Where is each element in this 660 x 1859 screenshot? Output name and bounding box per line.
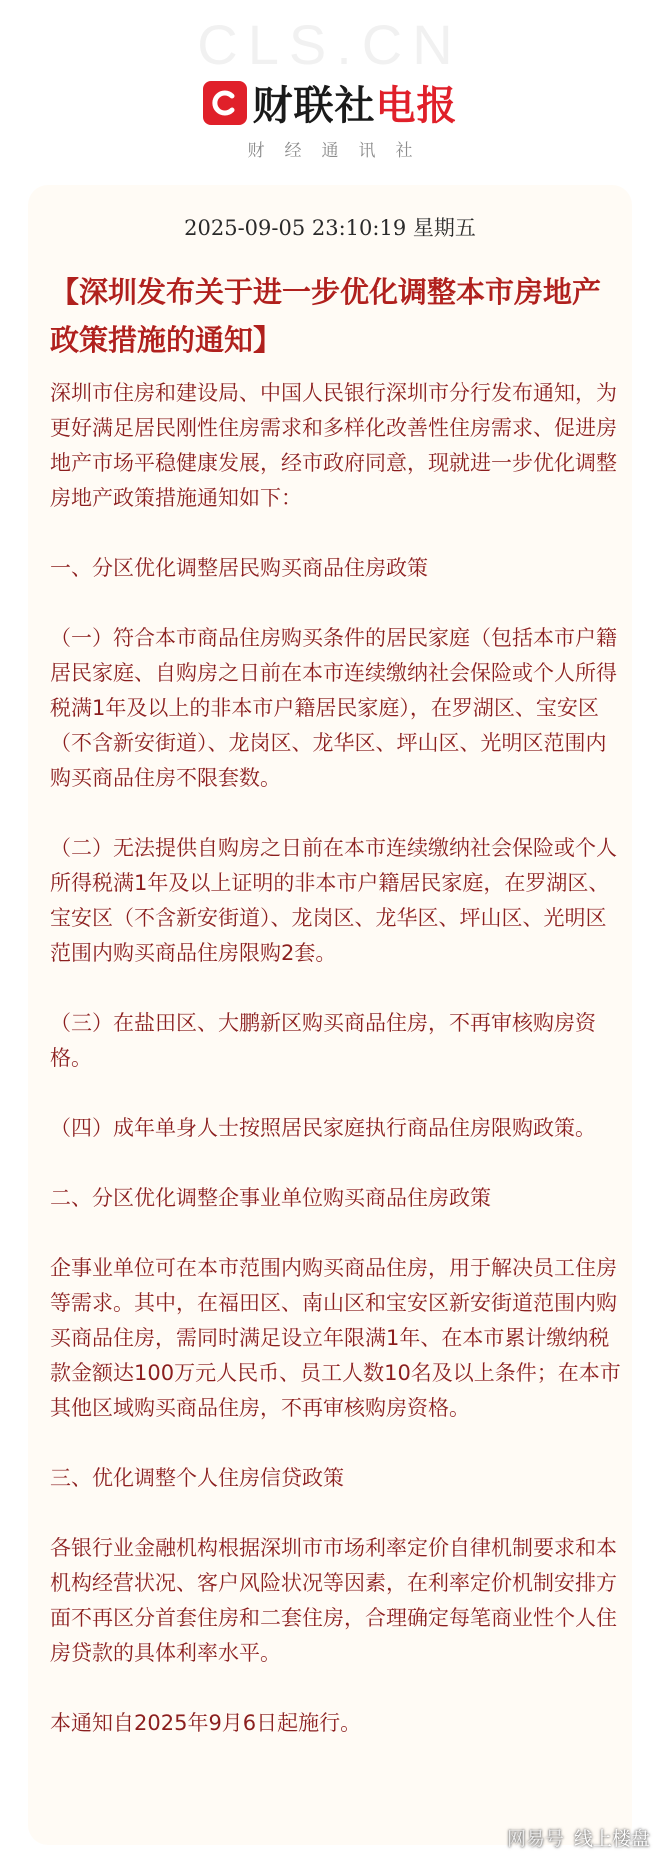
article-title: 【深圳发布关于进一步优化调整本市房地产政策措施的通知】 [50, 275, 602, 357]
paragraph-credit: 各银行业金融机构根据深圳市市场利率定价自律机制要求和本机构经营状况、客户风险状况等因素，在利率定价机制安排方面不再区分首套住房和二套住房，合理确定每笔商业性个人住房贷款的具体利率水平。 [50, 1536, 617, 1665]
brand-logo-icon [203, 81, 247, 125]
c-logo-icon [210, 88, 240, 118]
brand-tagline: 财经通讯社 [247, 141, 433, 161]
brand-suffix: 电报 [375, 83, 458, 129]
section-heading-2: 二、分区优化调整企事业单位购买商品住房政策 [50, 1186, 491, 1210]
brand-lockup [0, 74, 660, 131]
header-watermark: CLS.CN [197, 13, 463, 76]
article-body [50, 376, 622, 1741]
paragraph-item-4: （四）成年单身人士按照居民家庭执行商品住房限购政策。 [50, 1116, 596, 1140]
section-heading-3: 三、优化调整个人住房信贷政策 [50, 1466, 344, 1490]
paragraph-effective-date: 本通知自2025年9月6日起施行。 [50, 1711, 362, 1735]
footer-watermark [507, 1824, 650, 1851]
footer-channel: 线上楼盘 [573, 1828, 650, 1850]
paragraph-item-1: （一）符合本市商品住房购买条件的居民家庭（包括本市户籍居民家庭、自购房之日前在本市连续缴纳社会保险或个人所得税满1年及以上的非本市户籍居民家庭），在罗湖区、宝安区（不含新安街道）、龙岗区、龙华区、坪山区、光明区范围内购买商品住房不限套数。 [50, 626, 617, 790]
paragraph-intro: 深圳市住房和建设局、中国人民银行深圳市分行发布通知，为更好满足居民刚性住房需求和多样化改善性住房需求、促进房地产市场平稳健康发展，经市政府同意，现就进一步优化调整房地产政策措施通知如下： [50, 381, 617, 510]
brand-name [253, 74, 458, 131]
paragraph-item-2: （二）无法提供自购房之日前在本市连续缴纳社会保险或个人所得税满1年及以上证明的非本市户籍居民家庭，在罗湖区、宝安区（不含新安街道）、龙岗区、龙华区、坪山区、光明区范围内购买商品住房限购2套。 [50, 836, 617, 965]
section-heading-1: 一、分区优化调整居民购买商品住房政策 [50, 556, 428, 580]
brand-prefix: 财联社 [252, 83, 376, 129]
footer-source: 网易号 [506, 1828, 564, 1850]
paragraph-item-3: （三）在盐田区、大鹏新区购买商品住房，不再审核购房资格。 [50, 1011, 596, 1070]
paragraph-enterprise: 企事业单位可在本市范围内购买商品住房，用于解决员工住房等需求。其中，在福田区、南山区和宝安区新安街道范围内购买商品住房，需同时满足设立年限满1年、在本市累计缴纳税款金额达100万元人民币、员工人数10名及以上条件；在本市其他区域购买商品住房，不再审核购房资格。 [50, 1256, 621, 1420]
article-datetime: 2025-09-05 23:10:19 星期五 [184, 216, 476, 240]
